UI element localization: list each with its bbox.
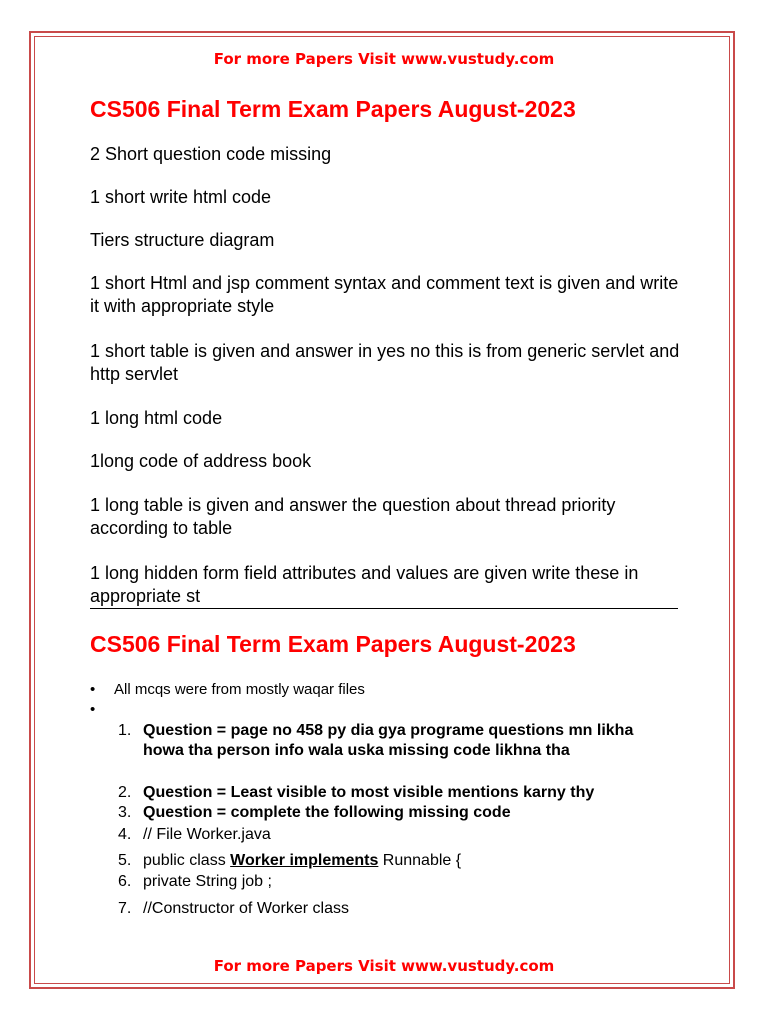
item-number: 5.: [118, 852, 132, 869]
item-text: //Constructor of Worker class: [143, 900, 349, 917]
list-item: 1 long hidden form field attributes and values are given write these in appropriate st: [90, 563, 639, 606]
list-item: 1 long table is given and answer the question about thread priority according to table: [90, 495, 616, 538]
code-underlined: Worker implements: [230, 852, 379, 869]
item-text: Question = page no 458 py dia gya programe questions mn likha howa tha person info wala uska missing code likhna tha: [143, 722, 634, 759]
item-text: private String job ;: [143, 873, 272, 890]
section-divider: [90, 608, 678, 609]
code-text: Runnable {: [378, 852, 462, 869]
item-number: 4.: [118, 826, 132, 843]
footer-banner: For more Papers Visit www.vustudy.com: [213, 957, 555, 975]
section-title: CS506 Final Term Exam Papers August-2023: [90, 631, 576, 657]
item-number: 1.: [118, 722, 132, 739]
list-item: Tiers structure diagram: [90, 230, 275, 250]
list-item: 1 long html code: [90, 408, 223, 428]
item-text: // File Worker.java: [143, 826, 271, 843]
bullet-icon: •: [90, 701, 96, 718]
list-item: 1long code of address book: [90, 451, 312, 471]
header-banner: For more Papers Visit www.vustudy.com: [213, 50, 555, 68]
item-text: [143, 851, 673, 871]
item-text: Question = complete the following missing code: [143, 804, 511, 821]
item-number: 7.: [118, 900, 132, 917]
code-text: public class: [143, 852, 231, 869]
list-item: 2 Short question code missing: [90, 144, 332, 164]
list-item: 1 short table is given and answer in yes no this is from generic servlet and http servlet: [90, 341, 680, 384]
bullet-icon: •: [90, 681, 96, 698]
bullet-text: All mcqs were from mostly waqar files: [114, 681, 365, 698]
item-number: 2.: [118, 784, 132, 801]
item-number: 6.: [118, 873, 132, 890]
list-item: 1 short Html and jsp comment syntax and comment text is given and write it with appropriate style: [90, 273, 679, 316]
section-title: CS506 Final Term Exam Papers August-2023: [90, 96, 576, 122]
list-item: 1 short write html code: [90, 187, 272, 207]
item-text: Question = Least visible to most visible mentions karny thy: [143, 784, 595, 801]
item-number: 3.: [118, 804, 132, 821]
